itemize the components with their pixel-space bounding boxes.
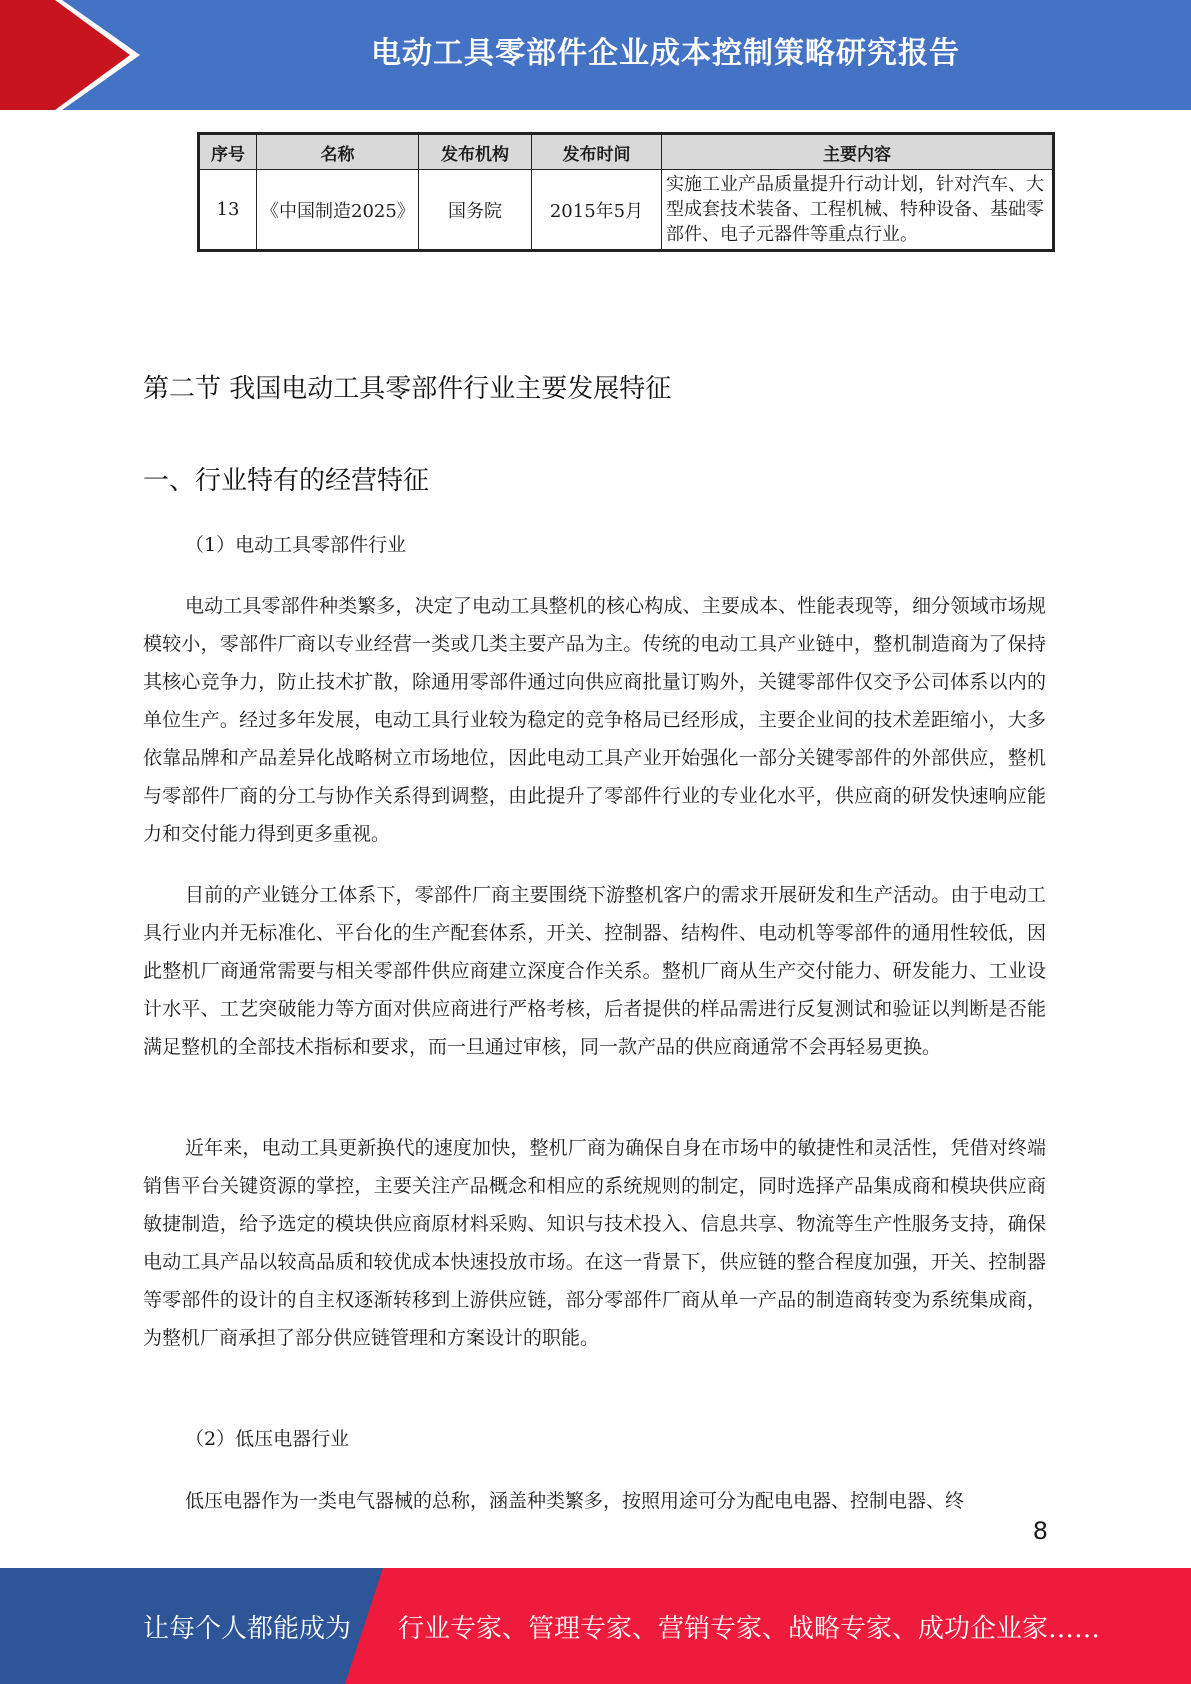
body-paragraph: 低压电器作为一类电气器械的总称，涵盖种类繁多，按照用途可分为配电电器、控制电器、终 <box>185 1490 965 1512</box>
page-footer <box>0 1568 1191 1684</box>
table-cell-index: 13 <box>199 170 257 251</box>
table-header-row <box>199 134 1054 170</box>
policy-table <box>197 132 1055 252</box>
body-paragraph: 近年来，电动工具更新换代的速度加快，整机厂商为确保自身在市场中的敏捷性和灵活性，凭借对终端销售平台关键资源的掌控，主要关注产品概念和相应的系统规则的制定，同时选择产品集成商和模块供应商敏捷制造，给予选定的模块供应商原材料采购、知识与技术投入、信息共享、物流等生产性服务支持，确保电动工具产品以较高品质和较优成本快速投放市场。在这一背景下，供应链的整合程度加强，开关、控制器等零部件的设计的自主权逐渐转移到上游供应链，部分零部件厂商从单一产品的制造商转变为系统集成商，为整机厂商承担了部分供应链管理和方案设计的职能。 <box>143 1137 1046 1349</box>
column-header: 发布机构 <box>419 134 532 170</box>
column-header: 主要内容 <box>662 134 1054 170</box>
body-paragraph: 电动工具零部件种类繁多，决定了电动工具整机的核心构成、主要成本、性能表现等，细分领域市场规模较小，零部件厂商以专业经营一类或几类主要产品为主。传统的电动工具产业链中，整机制造商为了保持其核心竞争力，防止技术扩散，除通用零部件通过向供应商批量订购外，关键零部件仅交予公司体系以内的单位生产。经过多年发展，电动工具行业较为稳定的竞争格局已经形成，主要企业间的技术差距缩小，大多依靠品牌和产品差异化战略树立市场地位，因此电动工具产业开始强化一部分关键零部件的外部供应，整机与零部件厂商的分工与协作关系得到调整，由此提升了零部件行业的专业化水平，供应商的研发快速响应能力和交付能力得到更多重视。 <box>143 595 1046 845</box>
subsection-title: 一、行业特有的经营特征 <box>143 466 430 496</box>
column-header: 发布时间 <box>532 134 662 170</box>
section-title: 第二节 我国电动工具零部件行业主要发展特征 <box>143 374 672 404</box>
item-heading: （1）电动工具零部件行业 <box>185 534 407 556</box>
footer-slogan-left: 让每个人都能成为 <box>143 1613 352 1644</box>
table-cell-issuer: 国务院 <box>419 170 532 251</box>
table-cell-date: 2015年5月 <box>532 170 662 251</box>
column-header: 名称 <box>257 134 419 170</box>
body-paragraph: 目前的产业链分工体系下，零部件厂商主要围绕下游整机客户的需求开展研发和生产活动。由于电动工具行业内并无标准化、平台化的生产配套体系，开关、控制器、结构件、电动机等零部件的通用性较低，因此整机厂商通常需要与相关零部件供应商建立深度合作关系。整机厂商从生产交付能力、研发能力、工业设计水平、工艺突破能力等方面对供应商进行严格考核，后者提供的样品需进行反复测试和验证以判断是否能满足整机的全部技术指标和要求，而一旦通过审核，同一款产品的供应商通常不会再轻易更换。 <box>143 884 1046 1058</box>
page-number: 8 <box>1032 1517 1048 1545</box>
table-cell-name: 《中国制造2025》 <box>257 170 419 251</box>
column-header: 序号 <box>199 134 257 170</box>
page-header <box>0 0 1191 110</box>
chevron-arrow-icon <box>0 0 160 110</box>
item-heading: （2）低压电器行业 <box>185 1428 350 1450</box>
footer-slogan-right: 行业专家、管理专家、营销专家、战略专家、成功企业家…… <box>398 1613 1101 1644</box>
table-row <box>199 170 1054 251</box>
table-cell-content: 实施工业产品质量提升行动计划，针对汽车、大型成套技术装备、工程机械、特种设备、基础零部件、电子元器件等重点行业。 <box>662 170 1054 251</box>
report-title: 电动工具零部件企业成本控制策略研究报告 <box>371 36 960 71</box>
